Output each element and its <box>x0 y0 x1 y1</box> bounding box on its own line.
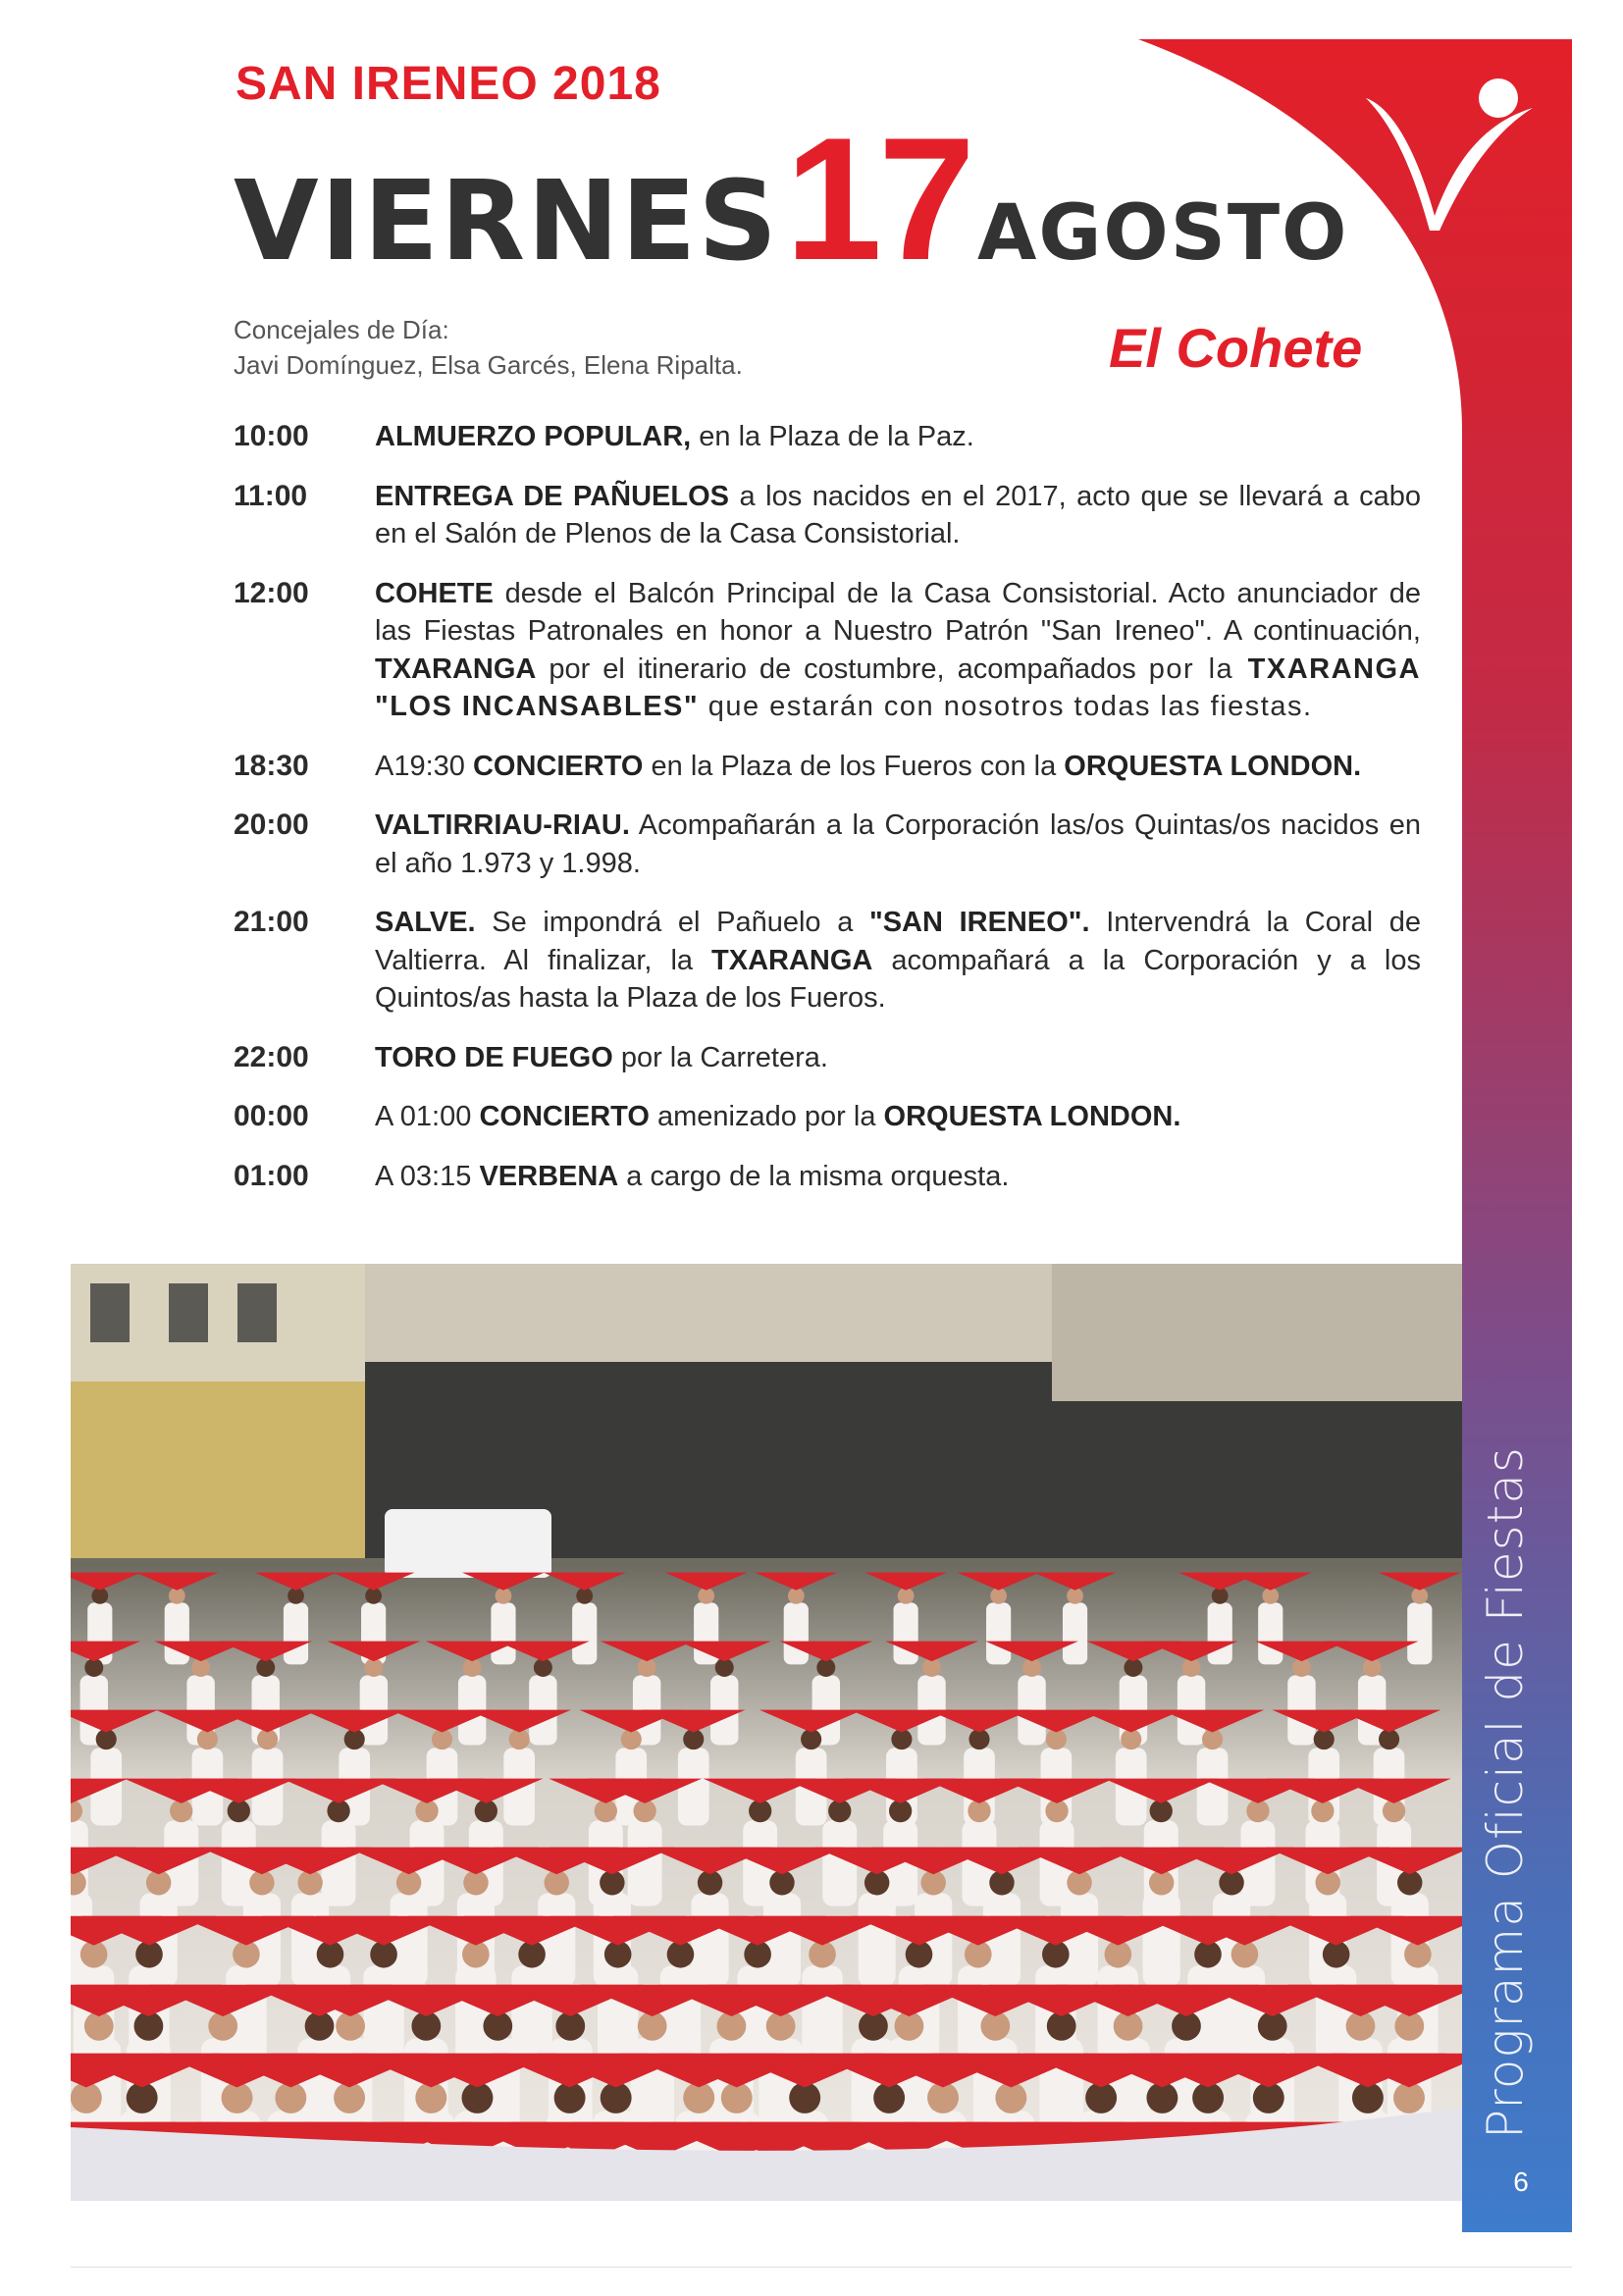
red-scarf <box>1000 1779 1114 1803</box>
schedule-list <box>234 418 1421 1217</box>
date-headline <box>234 101 1349 296</box>
description-fragment: CONCIERTO <box>472 750 644 782</box>
crowd-person <box>986 1602 1011 1664</box>
schedule-description <box>375 904 1421 1018</box>
description-fragment: Intervendrá la Coral de Valtierra. Al finalizar, la <box>375 907 1422 976</box>
description-fragment: a los nacidos en el 2017, acto que se llevará a cabo en el Salón de Plenos de la Casa Consistorial. <box>375 480 1421 549</box>
description-fragment: acompañará a la Corporación y a los Quintos/as hasta la Plaza de los Fueros. <box>375 944 1421 1014</box>
schedule-description <box>375 478 1421 553</box>
schedule-row <box>234 478 1421 553</box>
description-fragment: amenizado por la <box>649 1101 884 1132</box>
red-scarf <box>327 1642 420 1662</box>
red-scarf <box>1336 1779 1450 1803</box>
description-fragment: por la <box>1148 652 1248 685</box>
schedule-row <box>234 575 1421 726</box>
crowd-person <box>894 1602 918 1664</box>
red-scarf <box>135 1573 218 1591</box>
schedule-time: 01:00 <box>234 1159 309 1192</box>
crowd-person <box>859 1893 896 1986</box>
description-fragment: por el itinerario de costumbre, acompañados <box>536 652 1149 685</box>
schedule-time: 10:00 <box>234 420 309 452</box>
description-fragment: A19:30 <box>375 750 473 782</box>
description-fragment: ALMUERZO POPULAR, <box>375 421 692 452</box>
page-number: 6 <box>1513 2166 1529 2197</box>
red-scarf <box>755 1573 837 1591</box>
schedule-description <box>375 575 1421 726</box>
description-fragment: CONCIERTO <box>479 1101 650 1132</box>
event-title: El Cohete <box>1109 317 1363 379</box>
councillors-label: Concejales de Día: <box>234 315 449 344</box>
red-scarf <box>1079 1710 1183 1733</box>
description-fragment: en la Plaza de los Fueros con la <box>643 750 1065 782</box>
councillors-names: Javi Domínguez, Elsa Garcés, Elena Ripalta. <box>234 350 743 380</box>
description-fragment: "SAN IRENEO". <box>868 907 1090 938</box>
description-fragment: por la Carretera. <box>612 1041 828 1073</box>
schedule-row <box>234 1039 1421 1077</box>
red-scarf <box>462 1573 545 1591</box>
red-scarf <box>96 1848 221 1875</box>
schedule-row <box>234 1098 1421 1136</box>
crowd-person <box>802 1965 842 2067</box>
schedule-row <box>234 418 1421 456</box>
description-fragment: Se impondrá el Pañuelo a <box>475 907 869 938</box>
red-scarf <box>601 1642 694 1662</box>
schedule-row <box>234 1158 1421 1196</box>
red-scarf <box>958 1573 1040 1591</box>
schedule-time: 11:00 <box>234 479 308 512</box>
person-v-logo-icon <box>1346 69 1552 235</box>
crowd-person <box>1208 1602 1232 1664</box>
schedule-time: 00:00 <box>234 1100 309 1132</box>
schedule-description <box>375 1158 1421 1196</box>
red-scarf <box>1161 1710 1265 1733</box>
description-fragment: SALVE. <box>375 907 476 938</box>
red-scarf <box>864 1573 947 1591</box>
crowd-person <box>572 1602 597 1664</box>
month: AGOSTO <box>977 189 1349 278</box>
schedule-description <box>375 807 1421 882</box>
crowd-person <box>284 1602 308 1664</box>
red-scarf <box>255 1573 338 1591</box>
description-fragment: ORQUESTA LONDON. <box>1064 750 1362 782</box>
crowd-person <box>1258 1602 1283 1664</box>
crowd-person <box>784 1602 809 1664</box>
red-scarf <box>1230 1573 1312 1591</box>
description-fragment: VERBENA <box>479 1160 619 1192</box>
edition-title: SAN IRENEO 2018 <box>236 58 661 110</box>
schedule-time: 20:00 <box>234 809 309 841</box>
red-scarf <box>759 1710 864 1733</box>
crowd-person <box>1407 1602 1432 1664</box>
red-scarf <box>71 1573 141 1591</box>
description-fragment: ENTREGA DE PAÑUELOS <box>375 480 729 512</box>
weekday: VIERNES <box>234 158 780 286</box>
red-scarf <box>665 1573 748 1591</box>
description-fragment: desde el Balcón Principal de la Casa Consistorial. Acto anunciador de las Fiestas Patronales en honor a Nuestro Patrón "San Ireneo". A continuación, <box>375 577 1421 647</box>
description-fragment: TXARANGA "LOS INCANSABLES" <box>375 652 1422 722</box>
schedule-description <box>375 748 1421 786</box>
red-scarf <box>1379 1573 1461 1591</box>
description-fragment: TXARANGA <box>711 944 873 976</box>
red-scarf <box>333 1573 415 1591</box>
schedule-time: 21:00 <box>234 906 309 938</box>
red-scarf <box>1326 1642 1419 1662</box>
schedule-time: 18:30 <box>234 749 309 782</box>
red-scarf <box>1347 1848 1462 1875</box>
crowd-person <box>491 1602 515 1664</box>
description-fragment: ORQUESTA LONDON. <box>883 1101 1181 1132</box>
day-number: 17 <box>785 101 972 296</box>
sidebar-title: Programa Oficial de Fiestas <box>1477 1446 1534 2139</box>
red-scarf <box>302 1710 406 1733</box>
schedule-time: 22:00 <box>234 1040 309 1073</box>
page-edge-line <box>71 2267 1572 2268</box>
crowd-person <box>1143 1893 1180 1986</box>
description-fragment: Acompañarán a la Corporación las/os Quintas/os nacidos en el año 1.973 y 1.998. <box>375 809 1421 879</box>
description-fragment: A 01:00 <box>375 1101 480 1132</box>
schedule-row <box>234 748 1421 786</box>
description-fragment: a cargo de la misma orquesta. <box>618 1160 1010 1192</box>
description-fragment: en la Plaza de la Paz. <box>691 421 974 452</box>
schedule-description <box>375 1098 1421 1136</box>
crowd-photo <box>71 1264 1462 2201</box>
schedule-description <box>375 418 1421 456</box>
crowd-person <box>165 1602 189 1664</box>
red-scarf <box>1337 1710 1441 1733</box>
description-fragment: que estarán con nosotros todas las fiestas. <box>699 691 1313 722</box>
crowd-head <box>71 1800 82 1822</box>
schedule-row <box>234 904 1421 1018</box>
red-scarf <box>544 1573 626 1591</box>
description-fragment: VALTIRRIAU-RIAU. <box>375 809 630 841</box>
councillors-block <box>234 312 743 383</box>
crowd-person <box>1063 1602 1087 1664</box>
schedule-row <box>234 807 1421 882</box>
description-fragment: TXARANGA <box>375 652 537 685</box>
schedule-description <box>375 1039 1421 1077</box>
description-fragment: COHETE <box>375 577 494 609</box>
red-scarf <box>678 1642 771 1662</box>
description-fragment: A 03:15 <box>375 1160 480 1192</box>
red-scarf <box>1034 1573 1117 1591</box>
schedule-time: 12:00 <box>234 576 309 609</box>
description-fragment: TORO DE FUEGO <box>375 1041 613 1073</box>
